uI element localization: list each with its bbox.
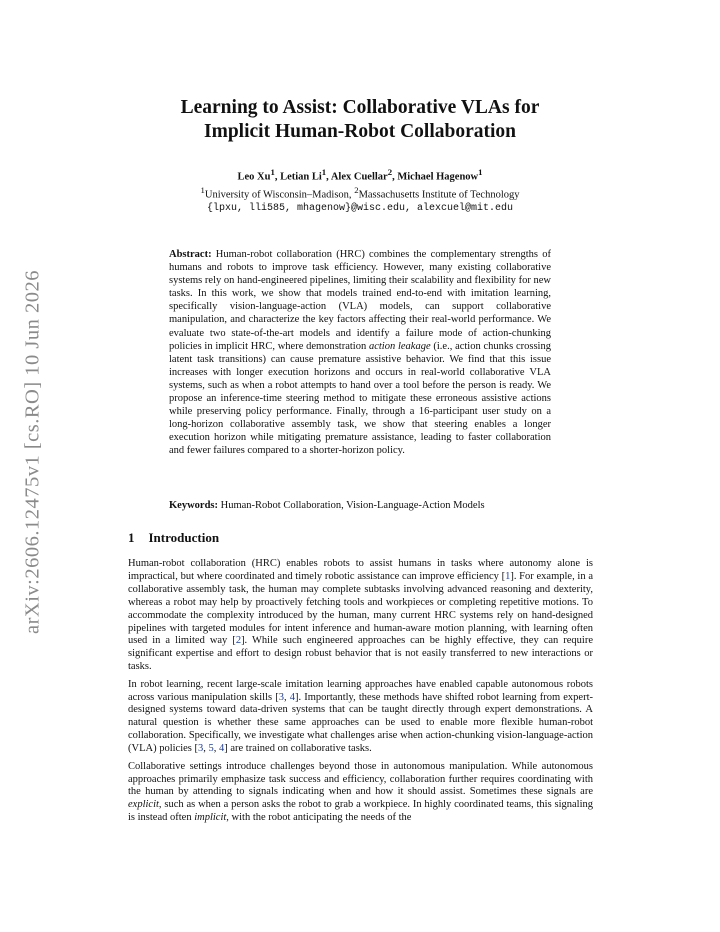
affil-mark: 2	[354, 184, 359, 195]
author-affil-mark: 2	[387, 167, 393, 177]
arxiv-identifier-stamp	[21, 262, 45, 642]
author-affil-mark: 1	[321, 167, 327, 177]
paragraph-text: ]. While such engineered approaches can be highly effective, they can require significant expertise and effort to design robust behavior that is not easily transferred to new interactions or tasks.	[128, 635, 594, 673]
affiliation-1: University of Wisconsin–Madison,	[204, 189, 355, 200]
author-separator: ,	[274, 171, 281, 183]
paragraph-text: Human-robot collaboration (HRC) enables robots to assist humans in tasks where autonomy alone is impractical, but where coordinated and timely robotic assistance can improve efficiency [	[128, 558, 593, 582]
abstract-text: (i.e., action chunks crossing latent task transitions) can cause premature assistive behavior. We find that this issue increases with longer execution horizons and occurs in real-world collaborative VLA systems, such as when a robot attempts to hand over a tool before the person is ready. We propose an inference-time steering method to mitigate these erroneous assistive actions while preserving policy performance. Finally, through a 16-participant user study on a long-horizon collaborative assembly task, we show that steering enables a longer execution horizon while mitigating premature assistance, leading to faster collaboration and fewer failures compared to a shorter-horizon policy.	[169, 340, 551, 457]
section-number: 1	[128, 530, 135, 545]
paragraph-text: ] are trained on collaborative tasks.	[224, 743, 372, 755]
paragraph-text: , such as when a person asks the robot to grab a workpiece. In highly coordinated teams, this signaling is instead often	[128, 799, 593, 824]
keywords-label: Keywords:	[169, 500, 218, 511]
citation-link[interactable]: 4	[289, 691, 295, 703]
paragraph-text: Collaborative settings introduce challenges beyond those in autonomous manipulation. While autonomous approaches primarily emphasize task success and efficiency, collaboration further requires coordinating with the human by attending to signals indicating when and how it should assist. Sometimes these signals are	[128, 760, 593, 798]
title-line-2: Implicit Human-Robot Collaboration	[203, 121, 517, 142]
author-affil-mark: 1	[478, 167, 483, 177]
title-line-1: Learning to Assist: Collaborative VLAs for	[180, 97, 540, 118]
arxiv-stamp-text: arXiv:2606.12475v1 [cs.RO] 10 Jun 2026	[21, 269, 44, 635]
affiliation-2: Massachusetts Institute of Technology	[358, 189, 520, 200]
author-name: Michael Hagenow	[397, 171, 479, 183]
paper-title	[130, 96, 590, 144]
citation-link[interactable]: 4	[218, 743, 225, 755]
affil-mark: 1	[200, 184, 205, 195]
paragraph	[128, 558, 593, 674]
citation-link[interactable]: 3	[197, 743, 204, 755]
author-name: Leo Xu	[237, 171, 271, 183]
abstract-label: Abstract:	[169, 249, 212, 260]
citation-link[interactable]: 3	[278, 691, 284, 703]
affiliations	[130, 184, 590, 202]
section-heading	[128, 530, 219, 546]
emphasis-text: explicit	[128, 799, 159, 811]
abstract-text: Human-robot collaboration (HRC) combines the complementary strengths of humans and robots to improve task efficiency. However, many existing collaborative systems rely on hand-engineered pipelines, limiting their scalability and flexibility for new tasks. In this work, we show that models trained end-to-end with imitation learning, specifically vision-language-action (VLA) models, can support collaborative manipulation, and characterize the key factors affecting their real-world performance. We evaluate two state-of-the-art models and identify a failure mode of action-chunking policies in implicit HRC, where demonstration	[169, 249, 551, 352]
author-name: Alex Cuellar	[330, 171, 388, 183]
abstract	[169, 248, 551, 458]
keywords	[169, 499, 551, 512]
citation-link[interactable]: 1	[505, 570, 511, 582]
paragraph-text: ]. Importantly, these methods have shifted robot learning from expert-designed systems toward data-driven systems that can be taught directly through expert demonstrations. A natural question is whether these same approaches can be used to enable more flexible human-robot collaboration. Specifically, we investigate what challenges arise when action-chunking vision-language-action (VLA) policies [	[128, 691, 593, 755]
paragraph	[128, 761, 593, 826]
author-block	[130, 166, 590, 215]
citation-link[interactable]: 5	[208, 743, 214, 755]
email-list: alexcuel@mit.edu	[411, 203, 514, 214]
abstract-emphasis: action leakage	[368, 340, 431, 352]
intro-body	[128, 558, 593, 830]
section-title: Introduction	[148, 530, 220, 545]
citation-link[interactable]: 2	[235, 635, 242, 647]
author-affil-mark: 1	[270, 167, 275, 177]
author-separator: ,	[326, 171, 331, 183]
author-separator: ,	[392, 171, 398, 183]
paragraph: In robot learning, recent large-scale imitation learning approaches have enabled capable autonomous robots across various manipulation skills [3, 4]. Importantly, these methods have shifted robot learning from expert-designed systems toward data-driven systems that can be taught directly through expert demonstrations. A natural question is whether these same approaches can be used to enable more flexible human-robot collaboration. Specifically, we investigate what challenges arise when action-chunking vision-language-action (VLA) policies [3, 5, 4] are trained on collaborative tasks.	[128, 678, 593, 755]
email-list: {lpxu, lli585, mhagenow}@wisc.edu,	[206, 203, 411, 214]
author-name: Letian Li	[280, 171, 322, 183]
emphasis-text: implicit	[194, 812, 227, 824]
keywords-text: Human-Robot Collaboration, Vision-Language-Action Models	[218, 500, 485, 511]
paragraph-text: In robot learning, recent large-scale imitation learning approaches have enabled capable autonomous robots across various manipulation skills [	[128, 678, 593, 703]
paragraph-text: ]. For example, in a collaborative assembly task, the human may complete subtasks involving advanced reasoning and dexterity, whereas a robot may help by proactively fetching tools and workpieces or completing repetitive motions. To accommodate the complexity introduced by the human, many current HRC systems rely on hand-designed pipelines with targeted modules for intent inference and human-aware motion planning, with learning often used in a limited way [	[128, 570, 593, 647]
author-emails	[130, 201, 590, 215]
paragraph-text: , with the robot anticipating the needs of the	[226, 812, 412, 824]
author-names	[130, 166, 590, 184]
